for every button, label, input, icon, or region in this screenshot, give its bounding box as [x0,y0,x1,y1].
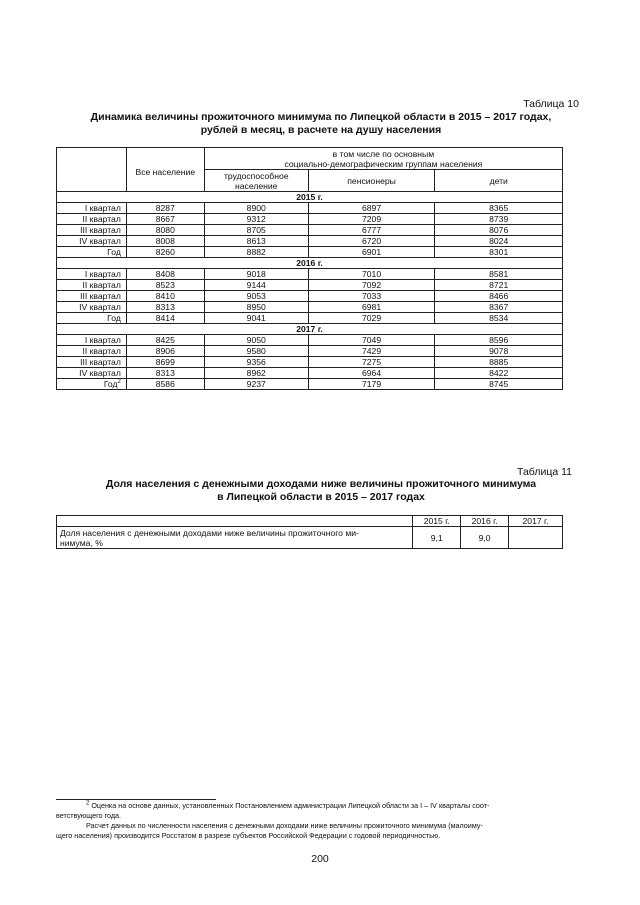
table10-cell-children: 8581 [435,269,563,280]
table10-header-pensioners: пенсионеры [308,170,435,192]
table11-value-2017 [509,527,563,549]
table10-cell-children: 8076 [435,225,563,236]
table-row [57,379,563,390]
footnote-2-line1: Расчет данных по численности населения с денежными доходами ниже величины прожиточного минимума (малоиму- [86,821,483,830]
table10-cell-all: 8313 [126,368,204,379]
table10-cell-all: 8080 [126,225,204,236]
table10-cell-all: 8523 [126,280,204,291]
table10-cell-children: 8422 [435,368,563,379]
table-row [57,214,563,225]
table10-row-label: III квартал [57,357,127,368]
table10-cell-pensioners: 6901 [308,247,435,258]
table11-value-2016: 9,0 [461,527,509,549]
table-row [57,280,563,291]
table10-header-group [204,148,562,170]
table10-cell-pensioners: 7179 [308,379,435,390]
table11-label: Таблица 11 [517,466,572,478]
table10-header-blank [57,148,127,192]
table10-cell-working: 9580 [204,346,308,357]
table10-cell-children: 8466 [435,291,563,302]
table10-cell-all: 8408 [126,269,204,280]
table10-year-row [57,258,563,269]
table10-row-label: II квартал [57,280,127,291]
table-row [57,291,563,302]
table10-cell-pensioners: 6981 [308,302,435,313]
table10-year-row [57,192,563,203]
table10-cell-pensioners: 7092 [308,280,435,291]
table10-cell-working: 8705 [204,225,308,236]
table11-row-label [57,527,413,549]
table10-cell-children: 8024 [435,236,563,247]
table10-cell-pensioners: 7275 [308,357,435,368]
table10-row-label: Год$^2$ [57,379,127,390]
table10-row-label: III квартал [57,291,127,302]
table10-cell-all: 8410 [126,291,204,302]
table10-cell-children: 8721 [435,280,563,291]
table-row [57,313,563,324]
table-row [57,357,563,368]
table10-cell-children: 8365 [435,203,563,214]
table10-cell-all: 8586 [126,379,204,390]
footnote-separator [56,799,216,800]
table10-year-label: 2017 г. [57,324,563,335]
table10-row-label: IV квартал [57,302,127,313]
table10-year-row [57,324,563,335]
table10-cell-all: 8699 [126,357,204,368]
table-row [57,236,563,247]
table10-cell-pensioners: 7049 [308,335,435,346]
table10-header-group-line1: в том числе по основным [332,148,435,159]
table11-title-line1: Доля населения с денежными доходами ниже величины прожиточного минимума [105,478,537,490]
table10-year-label: 2015 г. [57,192,563,203]
table10-row-label: I квартал [57,203,127,214]
table10-cell-pensioners: 7429 [308,346,435,357]
table11-row-label-line1: Доля населения с денежными доходами ниже величины прожиточного ми- [60,527,359,538]
table10-cell-children: 8534 [435,313,563,324]
table10-header-working: трудоспособное население [204,170,308,192]
footnote-2-line2: щего населения) производится Росстатом в разрезе субъектов Российской Федерации с годовой периодичностью. [56,831,441,840]
table10-row-label: Год [57,247,127,258]
table10-cell-working: 8900 [204,203,308,214]
table10-cell-working: 9041 [204,313,308,324]
table10-cell-pensioners: 7029 [308,313,435,324]
table10-title [56,111,586,137]
table11-header-2016: 2016 г. [461,516,509,527]
table11-header-blank [57,516,413,527]
table10-cell-working: 9144 [204,280,308,291]
table-row [57,346,563,357]
table11-title [56,478,586,504]
footnote-marker: 2 [117,379,121,386]
table10-cell-working: 9312 [204,214,308,225]
table10-cell-working: 9018 [204,269,308,280]
table-row [57,368,563,379]
table10-cell-working: 8950 [204,302,308,313]
table10-cell-pensioners: 6777 [308,225,435,236]
table10-cell-working: 8962 [204,368,308,379]
footnote-marker: 2 [86,800,90,807]
table10-cell-children: 8301 [435,247,563,258]
table10-cell-children: 8367 [435,302,563,313]
table10-cell-all: 8313 [126,302,204,313]
table10-cell-working: 9237 [204,379,308,390]
table10-cell-all: 8667 [126,214,204,225]
table10-title-line2: рублей в месяц, в расчете на душу населения [200,124,442,136]
table10-cell-children: 9078 [435,346,563,357]
table-row [57,269,563,280]
table10-row-label: IV квартал [57,368,127,379]
table-row [57,225,563,236]
table10-row-label: I квартал [57,335,127,346]
table10-row-label: IV квартал [57,236,127,247]
table10-cell-all: 8425 [126,335,204,346]
table10-header-children: дети [435,170,563,192]
table10-body [57,192,563,390]
table10 [56,147,563,390]
table10-cell-pensioners: 6964 [308,368,435,379]
page-number: 200 [311,853,329,865]
table10-cell-pensioners: 6897 [308,203,435,214]
table-row [57,302,563,313]
table10-cell-all: 8414 [126,313,204,324]
footnote-1-line1: $^2$ Оценка на основе данных, установленных Постановлением администрации Липецкой области за I – IV кварталы соот- [86,800,490,810]
table10-cell-working: 9050 [204,335,308,346]
footnote [56,801,586,841]
table11-row-label-line2: нимума, % [60,537,103,548]
table10-cell-children: 8739 [435,214,563,225]
table10-cell-working: 8882 [204,247,308,258]
table11-header-2017: 2017 г. [509,516,563,527]
table10-header-all: Все население [126,148,204,192]
table10-row-label: I квартал [57,269,127,280]
table-row [57,335,563,346]
table10-cell-pensioners: 7010 [308,269,435,280]
table10-cell-children: 8745 [435,379,563,390]
table10-cell-pensioners: 6720 [308,236,435,247]
footnote-1-line2: ветствующего года. [56,811,122,820]
table10-title-line1: Динамика величины прожиточного минимума по Липецкой области в 2015 – 2017 годах, [90,111,552,123]
table11-header-2015: 2015 г. [413,516,461,527]
table10-cell-all: 8906 [126,346,204,357]
table11-title-line2: в Липецкой области в 2015 – 2017 годах [217,491,425,503]
table10-cell-all: 8287 [126,203,204,214]
table10-cell-all: 8260 [126,247,204,258]
table10-row-label: II квартал [57,214,127,225]
table10-cell-working: 9356 [204,357,308,368]
table10-row-label: Год [57,313,127,324]
table10-cell-children: 8885 [435,357,563,368]
table10-cell-all: 8008 [126,236,204,247]
table10-cell-pensioners: 7033 [308,291,435,302]
table-row [57,203,563,214]
table10-row-label: III квартал [57,225,127,236]
table10-header-group-line2: социально-демографическим группам населения [284,158,483,169]
table10-cell-children: 8596 [435,335,563,346]
table-row [57,247,563,258]
table10-cell-pensioners: 7209 [308,214,435,225]
table11-value-2015: 9,1 [413,527,461,549]
table10-row-label: II квартал [57,346,127,357]
table11 [56,515,563,549]
table10-label: Таблица 10 [523,98,579,110]
table10-year-label: 2016 г. [57,258,563,269]
table10-cell-working: 9053 [204,291,308,302]
table10-cell-working: 8613 [204,236,308,247]
